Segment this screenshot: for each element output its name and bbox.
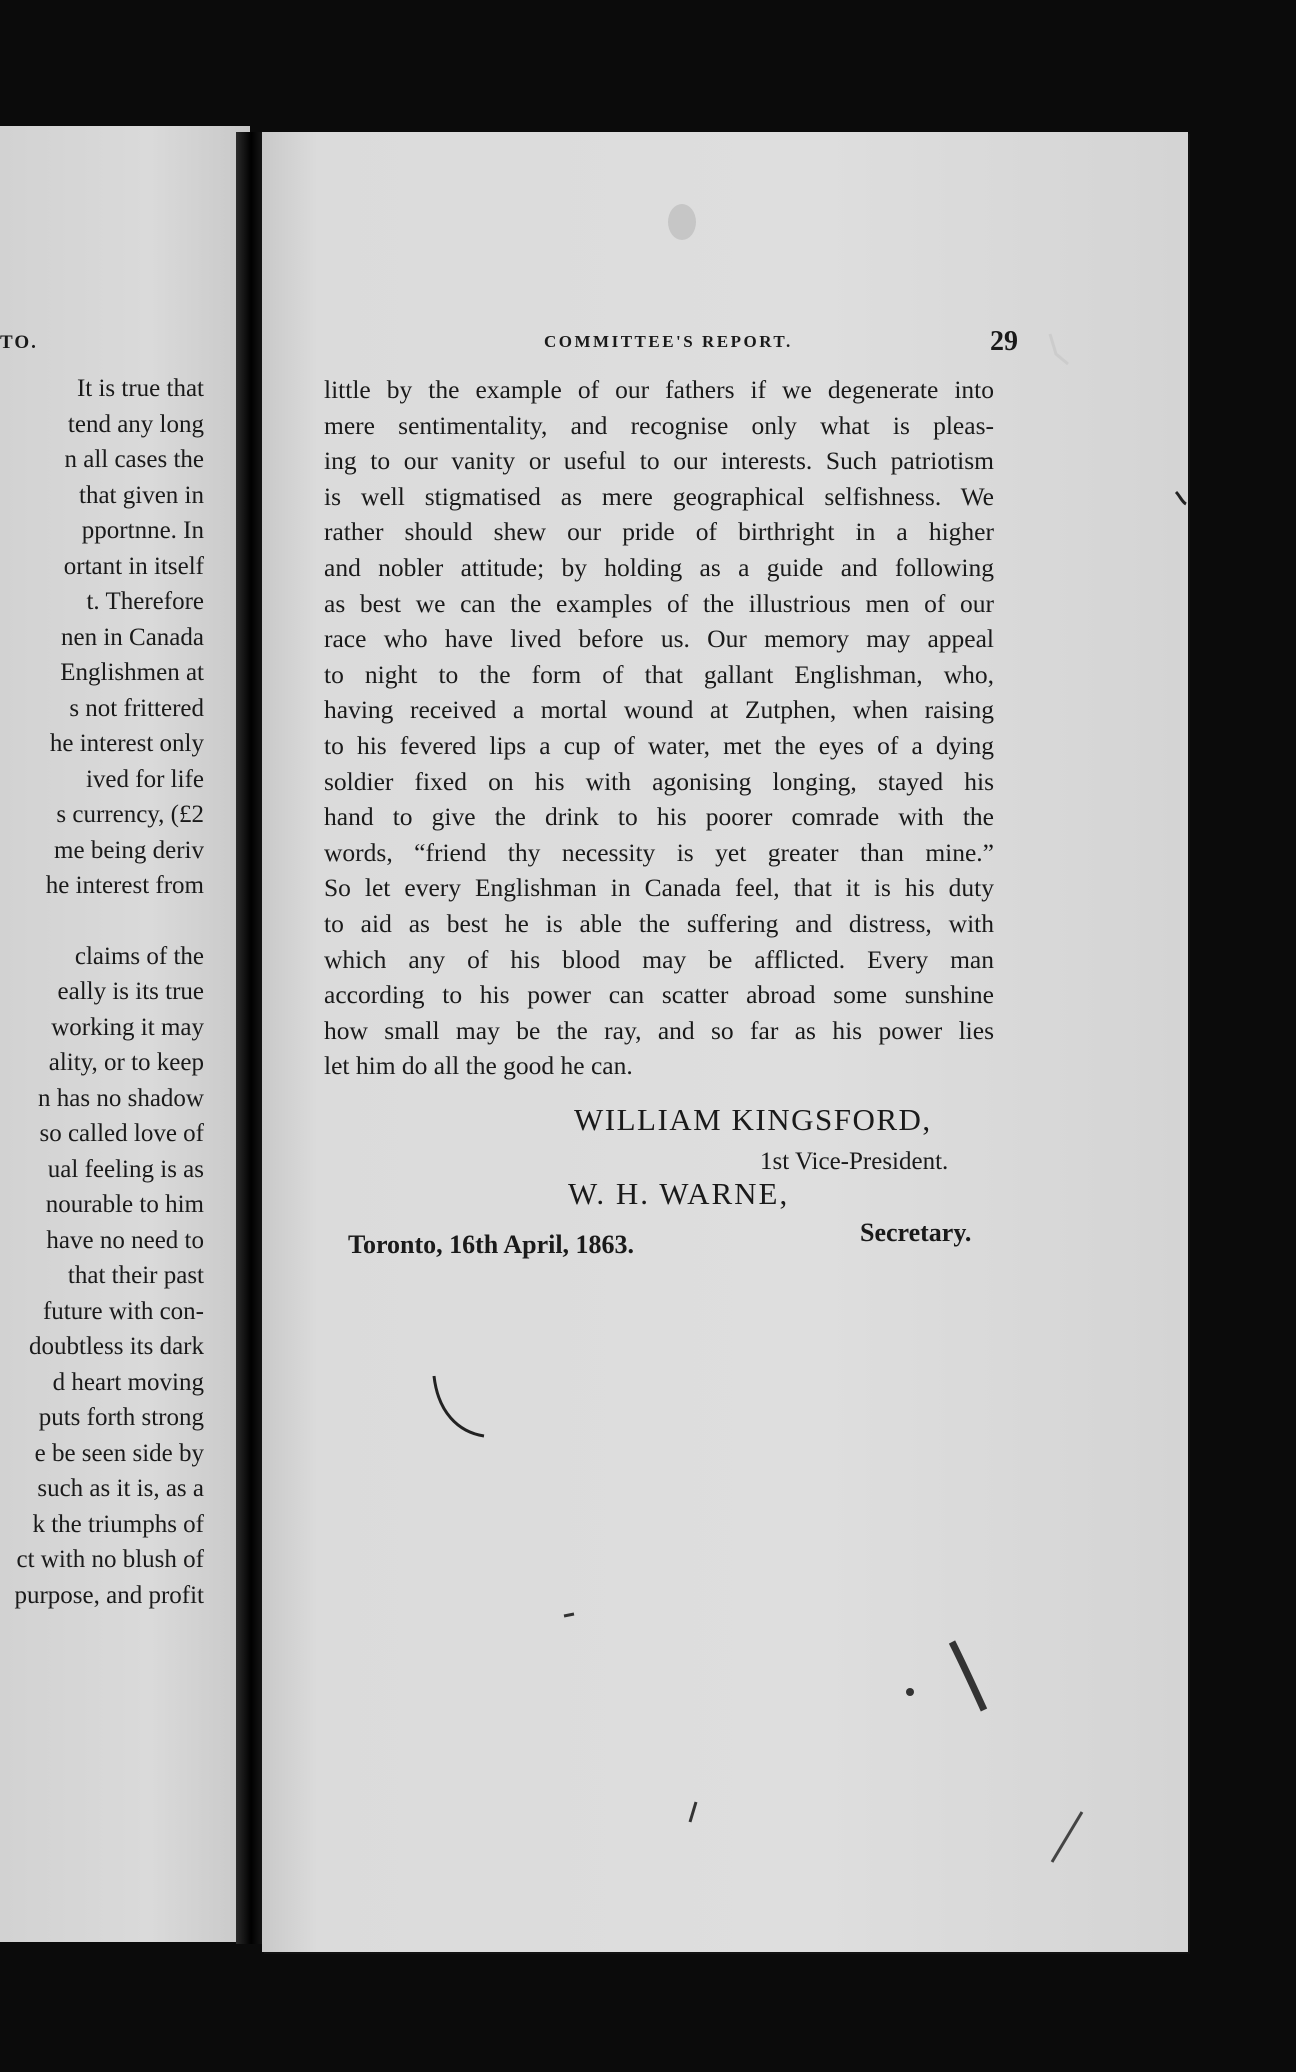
left-page-line: ual feeling is as (47, 1155, 204, 1183)
left-page-line: doubtless its dark (29, 1333, 204, 1360)
right-page (262, 132, 1188, 1952)
page-number: 29 (990, 326, 1018, 357)
signature-title: 1st Vice-President. (760, 1148, 949, 1175)
body-line: race who have lived before us. Our memory may appeal (324, 624, 994, 654)
edge-tick-mark (1046, 330, 1076, 370)
secretary-name: W. H. WARNE, (568, 1176, 790, 1211)
body-line: having received a mortal wound at Zutphen, when raising (324, 695, 994, 725)
left-page-line: s not frittered (69, 694, 204, 722)
left-page-line: claims of the (74, 942, 204, 970)
left-page-line: n all cases the (64, 446, 204, 473)
left-page-line: he interest from (45, 872, 204, 899)
left-page-line: t. Therefore (86, 588, 204, 615)
left-page-line: tend any long (67, 410, 204, 438)
left-page-line: ived for life (85, 765, 204, 793)
body-line: So let every Englishman in Canada feel, that it is his duty (324, 873, 994, 903)
body-line: let him do all the good he can. (324, 1051, 633, 1081)
body-line: hand to give the drink to his poorer comrade with the (324, 802, 994, 832)
running-head: COMMITTEE'S REPORT. (544, 332, 793, 351)
left-page-line: e be seen side by (34, 1439, 204, 1467)
left-page-line: eally is its true (57, 978, 204, 1005)
body-line: little by the example of our fathers if we degenerate into (324, 375, 994, 404)
left-page-line: working it may (51, 1013, 204, 1041)
left-page-line: n has no shadow (38, 1084, 204, 1112)
left-page-line: that given in (79, 481, 204, 509)
secretary-title: Secretary. (860, 1218, 972, 1247)
left-page-line: me being deriv (54, 836, 204, 864)
left-page-line (14, 904, 204, 939)
body-line: rather should shew our pride of birthright in a higher (324, 517, 994, 547)
left-page-line: It is true that (76, 375, 204, 402)
left-page-text (14, 371, 204, 1613)
left-page-line: Englishmen at (60, 659, 204, 686)
left-page-line: puts forth strong (38, 1404, 204, 1431)
left-page-line: that their past (67, 1262, 204, 1289)
body-line: words, “friend thy necessity is yet greater than mine.” (324, 837, 994, 867)
left-page-line: nourable to him (45, 1191, 204, 1218)
ink-smudge-marks (262, 132, 1188, 1952)
signature-name: WILLIAM KINGSFORD, (574, 1102, 932, 1137)
left-page-line: so called love of (39, 1120, 204, 1147)
body-line: soldier fixed on his with agonising longing, stayed his (324, 766, 994, 796)
body-line: to aid as best he is able the suffering and distress, with (324, 908, 994, 938)
left-page-line: s currency, (£2 (56, 801, 204, 828)
left-page-line: ct with no blush of (16, 1546, 204, 1573)
left-page-line: k the triumphs of (32, 1510, 204, 1538)
left-page-line: he interest only (49, 730, 204, 757)
body-line: mere sentimentality, and recognise only what is pleas- (324, 410, 994, 440)
left-page-line: future with con- (42, 1297, 204, 1325)
body-line: how small may be the ray, and so far as his power lies (324, 1015, 994, 1045)
body-line: according to his power can scatter abroad some sunshine (324, 980, 994, 1010)
left-page-line: such as it is, as a (37, 1475, 204, 1502)
left-page-line: d heart moving (52, 1368, 204, 1396)
left-page-line: nen in Canada (60, 623, 204, 651)
body-line: is well stigmatised as mere geographical selfishness. We (324, 481, 994, 511)
left-page (0, 126, 250, 1942)
place-date: Toronto, 16th April, 1863. (348, 1230, 635, 1259)
left-page-line: ortant in itself (63, 552, 204, 580)
left-page-line: ality, or to keep (48, 1049, 204, 1076)
body-line: to night to the form of that gallant Englishman, who, (324, 659, 994, 689)
body-line: ing to our vanity or useful to our interests. Such patriotism (324, 446, 994, 476)
left-page-line: pportnne. In (81, 517, 204, 544)
left-page-line: have no need to (46, 1226, 204, 1254)
left-page-line: purpose, and profit (14, 1581, 204, 1609)
body-line: which any of his blood may be afflicted. Every man (324, 944, 994, 974)
body-line: to his fevered lips a cup of water, met the eyes of a dying (324, 730, 994, 760)
body-line: and nobler attitude; by holding as a guide and following (324, 552, 994, 582)
body-line: as best we can the examples of the illustrious men of our (324, 588, 994, 618)
left-page-header-fragment: TO. (0, 332, 38, 353)
